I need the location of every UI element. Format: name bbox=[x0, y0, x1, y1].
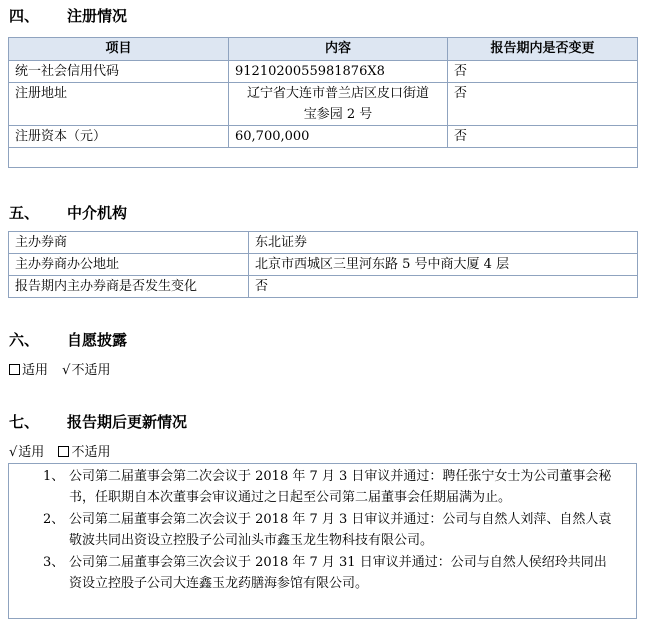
checkmark-icon[interactable]: √ bbox=[9, 445, 18, 460]
row-label: 统一社会信用代码 bbox=[9, 61, 229, 83]
section-number: 六、 bbox=[9, 331, 40, 349]
section-6-heading bbox=[9, 330, 127, 350]
section-number: 四、 bbox=[9, 7, 40, 25]
column-header: 内容 bbox=[229, 38, 448, 61]
list-item bbox=[9, 466, 619, 508]
item-line: 公司第二届董事会第二次会议于 2018 年 7 月 3 日审议并通过：聘任张宁女士为公司董事会秘 bbox=[69, 469, 612, 484]
list-item bbox=[9, 552, 619, 594]
section-4-heading bbox=[9, 6, 127, 26]
agency-table bbox=[8, 231, 638, 298]
empty-row bbox=[9, 148, 638, 168]
row-value: 否 bbox=[249, 276, 638, 298]
checkbox-empty-icon[interactable] bbox=[9, 364, 20, 375]
item-text bbox=[69, 466, 619, 508]
row-changed: 否 bbox=[448, 83, 638, 126]
updates-box bbox=[8, 463, 637, 619]
item-text bbox=[69, 552, 619, 594]
table-row bbox=[9, 83, 638, 126]
row-changed: 否 bbox=[448, 126, 638, 148]
section-title: 注册情况 bbox=[67, 7, 128, 25]
item-number: 2、 bbox=[43, 512, 65, 527]
item-line: 资设立控股子公司大连鑫玉龙药膳海参馆有限公司。 bbox=[69, 576, 369, 591]
row-label: 报告期内主办券商是否发生变化 bbox=[9, 276, 249, 298]
address-line: 辽宁省大连市普兰店区皮口街道 bbox=[246, 86, 429, 101]
option-label: 适用 bbox=[22, 363, 49, 378]
row-value: 9121020055981876X8 bbox=[229, 61, 448, 83]
section-title: 中介机构 bbox=[67, 204, 128, 222]
row-value: 东北证券 bbox=[249, 232, 638, 254]
section-7-heading bbox=[9, 412, 187, 432]
item-line: 公司第二届董事会第三次会议于 2018 年 7 月 31 日审议并通过：公司与自然人侯绍玲共同出 bbox=[69, 555, 607, 570]
table-row bbox=[9, 126, 638, 148]
row-value bbox=[229, 83, 448, 126]
row-changed: 否 bbox=[448, 61, 638, 83]
address-line: 宝参园 2 号 bbox=[303, 107, 373, 122]
table-row bbox=[9, 276, 638, 298]
checkmark-icon[interactable]: √ bbox=[62, 363, 71, 378]
list-item bbox=[9, 509, 619, 551]
section-title: 报告期后更新情况 bbox=[67, 413, 188, 431]
row-label: 主办券商办公地址 bbox=[9, 254, 249, 276]
section-title: 自愿披露 bbox=[67, 331, 128, 349]
section-6-options bbox=[9, 362, 110, 380]
row-value: 北京市西城区三里河东路 5 号中商大厦 4 层 bbox=[249, 254, 638, 276]
section-number: 七、 bbox=[9, 413, 40, 431]
section-5-heading bbox=[9, 203, 127, 223]
option-label: 适用 bbox=[18, 445, 45, 460]
item-number: 3、 bbox=[43, 555, 65, 570]
table-row bbox=[9, 232, 638, 254]
row-label: 主办券商 bbox=[9, 232, 249, 254]
item-number: 1、 bbox=[43, 469, 65, 484]
table-header-row bbox=[9, 38, 638, 61]
row-label: 注册地址 bbox=[9, 83, 229, 126]
row-value: 60,700,000 bbox=[229, 126, 448, 148]
option-label: 不适用 bbox=[71, 363, 111, 378]
table-row bbox=[9, 254, 638, 276]
section-number: 五、 bbox=[9, 204, 40, 222]
checkbox-empty-icon[interactable] bbox=[58, 446, 69, 457]
item-line: 公司第二届董事会第二次会议于 2018 年 7 月 3 日审议并通过：公司与自然人刘萍、自然人袁 bbox=[69, 512, 612, 527]
table-row bbox=[9, 61, 638, 83]
item-line: 书，任职期自本次董事会审议通过之日起至公司第二届董事会任期届满为止。 bbox=[69, 490, 512, 505]
empty-cell bbox=[9, 148, 638, 168]
section-7-options bbox=[9, 444, 110, 462]
column-header: 报告期内是否变更 bbox=[448, 38, 638, 61]
registration-table bbox=[8, 37, 638, 168]
item-text bbox=[69, 509, 619, 551]
row-label: 注册资本（元） bbox=[9, 126, 229, 148]
item-line: 敬波共同出资设立控股子公司汕头市鑫玉龙生物科技有限公司。 bbox=[69, 533, 434, 548]
option-label: 不适用 bbox=[71, 445, 111, 460]
column-header: 项目 bbox=[9, 38, 229, 61]
